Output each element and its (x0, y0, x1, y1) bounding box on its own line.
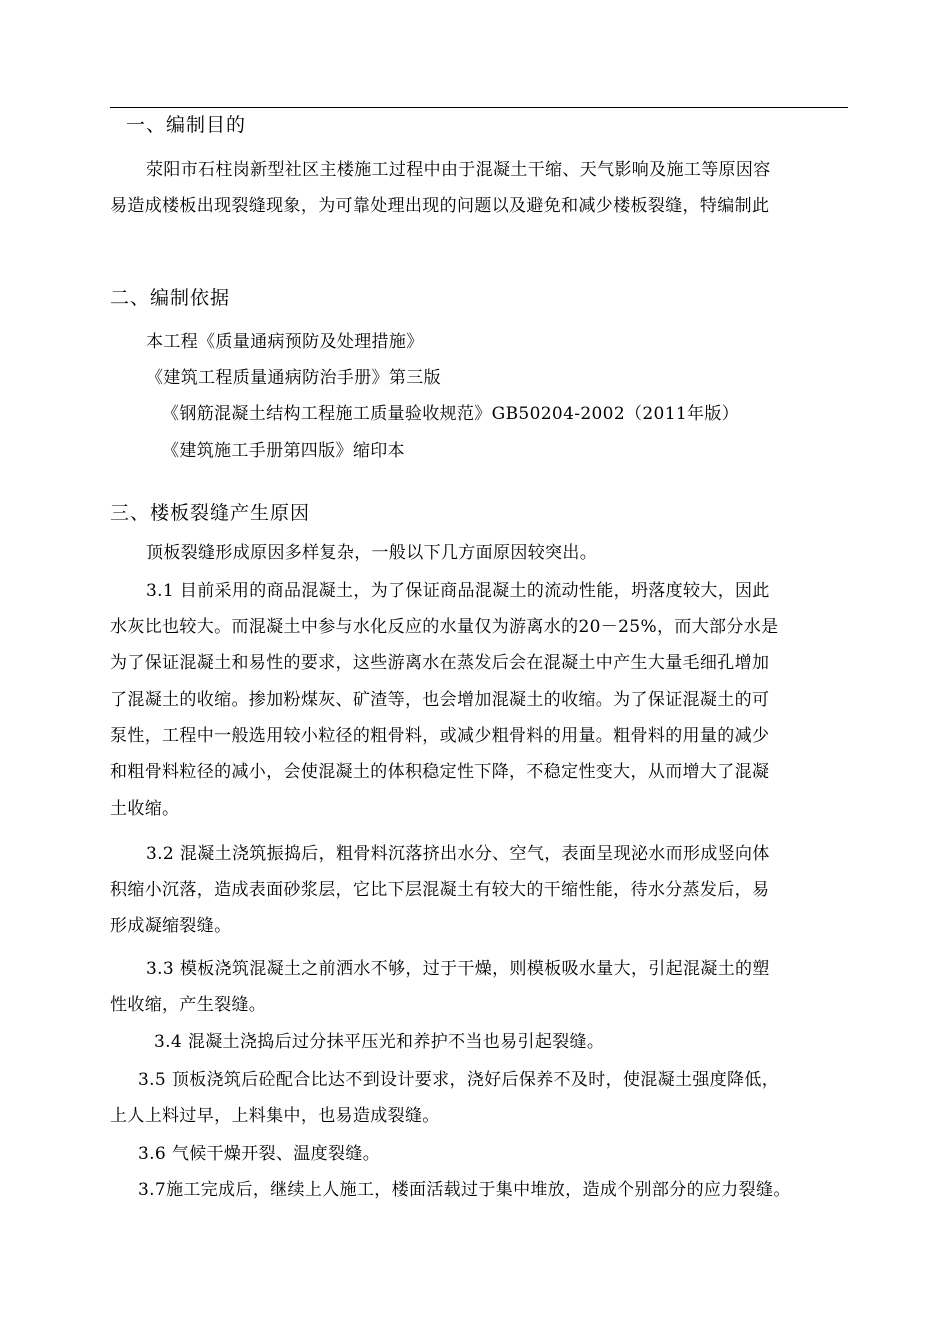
section-3-line-15: 3.5 顶板浇筑后砼配合比达不到设计要求，浇好后保养不及时，使混凝土强度降低， (138, 1070, 780, 1090)
section-3-line-14: 3.4 混凝土浇捣后过分抹平压光和养护不当也易引起裂缝。 (154, 1032, 605, 1052)
section-2-line-2: 《建筑工程质量通病防治手册》第三版 (146, 368, 441, 388)
section-1-line-2: 易造成楼板出现裂缝现象，为可靠处理出现的问题以及避免和减少楼板裂缝，特编制此 (110, 196, 770, 216)
section-3-line-17: 3.6 气候干燥开裂、温度裂缝。 (138, 1144, 381, 1164)
section-2-line-3: 《钢筋混凝土结构工程施工质量验收规范》GB50204-2002（2011年版） (162, 404, 740, 424)
section-1-heading: 一、编制目的 (126, 114, 247, 136)
section-3-line-6: 泵性，工程中一般选用较小粒径的粗骨料，或减少粗骨料的用量。粗骨料的用量的减少 (110, 726, 770, 746)
section-3-line-1: 顶板裂缝形成原因多样复杂，一般以下几方面原因较突出。 (146, 543, 598, 563)
section-2-heading: 二、编制依据 (110, 287, 231, 309)
section-3-line-3: 水灰比也较大。而混凝土中参与水化反应的水量仅为游离水的20－25%，而大部分水是 (110, 617, 779, 637)
section-3-line-7: 和粗骨料粒径的减小，会使混凝土的体积稳定性下降，不稳定性变大，从而增大了混凝 (110, 762, 770, 782)
section-3-line-13: 性收缩，产生裂缝。 (110, 995, 267, 1015)
section-3-heading: 三、楼板裂缝产生原因 (110, 502, 311, 524)
section-3-line-12: 3.3 模板浇筑混凝土之前洒水不够，过于干燥，则模板吸水量大，引起混凝土的塑 (146, 959, 770, 979)
section-2-line-1: 本工程《质量通病预防及处理措施》 (146, 332, 424, 352)
section-3-line-4: 为了保证混凝土和易性的要求，这些游离水在蒸发后会在混凝土中产生大量毛细孔增加 (110, 653, 770, 673)
section-3-line-18: 3.7施工完成后，继续上人施工，楼面活载过于集中堆放，造成个别部分的应力裂缝。 (138, 1180, 791, 1200)
section-3-line-9: 3.2 混凝土浇筑振捣后，粗骨料沉落挤出水分、空气，表面呈现泌水而形成竖向体 (146, 844, 770, 864)
section-3-line-16: 上人上料过早，上料集中，也易造成裂缝。 (110, 1106, 440, 1126)
section-3-line-8: 土收缩。 (110, 799, 180, 819)
section-2-line-4: 《建筑施工手册第四版》缩印本 (162, 441, 405, 461)
header-rule (110, 107, 848, 108)
section-3-line-5: 了混凝土的收缩。掺加粉煤灰、矿渣等，也会增加混凝土的收缩。为了保证混凝土的可 (110, 690, 770, 710)
section-3-line-10: 积缩小沉落，造成表面砂浆层，它比下层混凝土有较大的干缩性能，待水分蒸发后，易 (110, 880, 770, 900)
section-1-line-1: 荥阳市石柱岗新型社区主楼施工过程中由于混凝土干缩、天气影响及施工等原因容 (146, 160, 771, 180)
section-3-line-2: 3.1 目前采用的商品混凝土，为了保证商品混凝土的流动性能，坍落度较大，因此 (146, 581, 770, 601)
section-3-line-11: 形成凝缩裂缝。 (110, 916, 232, 936)
